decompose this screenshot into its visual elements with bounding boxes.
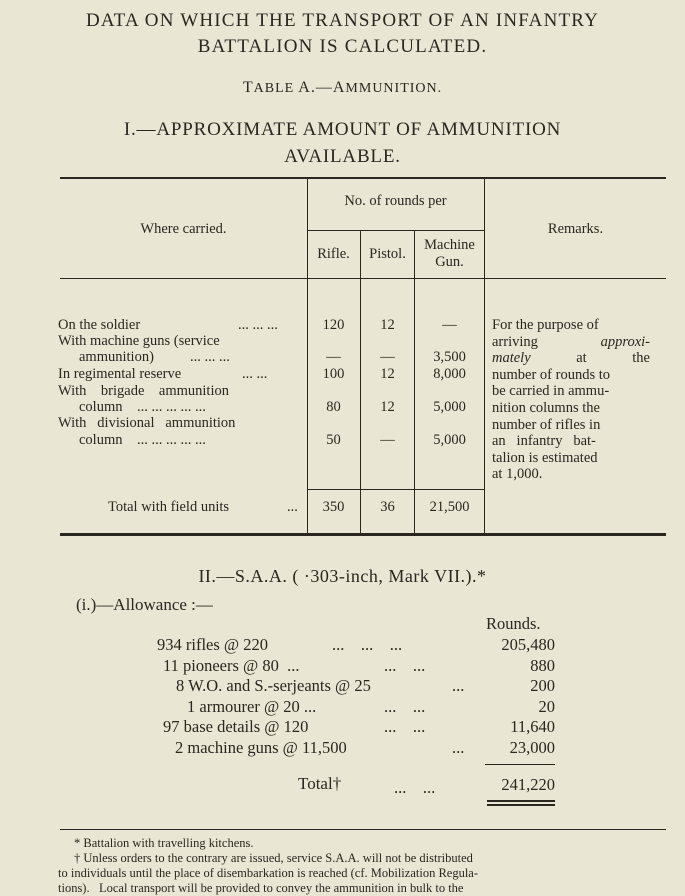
row-regimental-reserve-mg: 8,000	[433, 366, 466, 382]
table-total-rule	[307, 489, 484, 490]
row-brigade-label-line2: column	[79, 399, 123, 415]
total-pistol: 36	[380, 499, 395, 515]
allowance-dots: ... ...	[384, 717, 426, 736]
total-double-rule-bottom	[487, 804, 555, 806]
document-title-line1: DATA ON WHICH THE TRANSPORT OF AN INFANTRY	[85, 10, 600, 31]
row-brigade-mg: 5,000	[433, 399, 466, 415]
allowance-value-serjeants: 200	[530, 676, 555, 695]
row-on-soldier-mg: —	[442, 317, 457, 333]
total-rifle: 350	[322, 499, 345, 515]
row-brigade-label-line1: With brigade ammunition	[58, 383, 229, 399]
row-brigade-dots: ... ... ... ... ...	[137, 399, 206, 415]
table-top-rule	[60, 177, 666, 179]
remarks-line: nition columns the	[492, 399, 600, 416]
row-on-soldier-rifle: 120	[322, 317, 345, 333]
row-divisional-rifle: 50	[326, 432, 341, 448]
remarks-word: at	[576, 350, 587, 367]
row-machine-guns-label-line1: With machine guns (service	[58, 333, 220, 349]
allowance-item-armourer: 1 armourer @ 20 ...	[187, 697, 317, 716]
remarks-line: number of rounds to	[492, 366, 610, 383]
row-divisional-mg: 5,000	[433, 432, 466, 448]
section-1-heading-line2: AVAILABLE.	[284, 146, 401, 167]
footnote-2-line1: † Unless orders to the contrary are issued, service S.A.A. will not be distributed	[74, 851, 473, 865]
table-bottom-rule	[60, 533, 666, 536]
table-subheader-rule	[307, 230, 484, 231]
allowance-dots: ...	[452, 738, 465, 757]
rifle-column-header: Rifle.	[317, 246, 350, 262]
machine-gun-header-line2: Gun.	[435, 253, 464, 270]
row-regimental-reserve-dots: ... ...	[242, 366, 268, 382]
row-divisional-label-line1: With divisional ammunition	[58, 415, 236, 431]
remarks-word: mately	[492, 350, 531, 367]
total-field-units-dots: ...	[287, 499, 298, 515]
row-brigade-rifle: 80	[326, 399, 341, 415]
allowance-item-base-details: 97 base details @ 120	[163, 717, 309, 736]
allowance-total-label: Total†	[298, 774, 342, 793]
sum-rule	[485, 764, 555, 765]
allowance-value-pioneers: 880	[530, 656, 555, 675]
remarks-word: the	[632, 350, 650, 367]
pistol-column-header: Pistol.	[369, 246, 406, 262]
allowance-dots: ... ...	[384, 697, 426, 716]
allowance-total-value: 241,220	[501, 775, 555, 794]
row-machine-guns-rifle: —	[326, 349, 341, 365]
where-carried-header: Where carried.	[140, 221, 227, 237]
remarks-line	[492, 334, 650, 351]
allowance-item-machine-guns: 2 machine guns @ 11,500	[175, 738, 347, 757]
allowance-value-armourer: 20	[538, 697, 555, 716]
row-on-soldier-label: On the soldier	[58, 317, 141, 333]
footnote-rule	[60, 829, 666, 830]
allowance-item-serjeants: 8 W.O. and S.-serjeants @ 25	[176, 676, 371, 695]
allowance-value-machine-guns: 23,000	[509, 738, 555, 757]
allowance-item-pioneers: 11 pioneers @ 80 ...	[163, 656, 300, 675]
machine-gun-header-line1: Machine	[424, 237, 475, 253]
remarks-line: talion is estimated	[492, 449, 598, 466]
remarks-text	[492, 317, 650, 483]
machine-gun-column-header	[415, 237, 484, 270]
allowance-total-dots: ... ...	[394, 778, 436, 797]
row-regimental-reserve-label: In regimental reserve	[58, 366, 182, 382]
row-divisional-dots: ... ... ... ... ...	[137, 432, 206, 448]
table-a-title: TABLE A.—AMMUNITION.	[242, 79, 443, 96]
row-on-soldier-dots: ... ... ...	[238, 317, 278, 333]
total-mg: 21,500	[429, 499, 470, 515]
allowance-item-rifles: 934 rifles @ 220	[157, 635, 268, 654]
rounds-column-header: Rounds.	[486, 614, 541, 633]
allowance-label: (i.)—Allowance :—	[76, 595, 213, 614]
allowance-value-base-details: 11,640	[510, 717, 555, 736]
row-on-soldier-pistol: 12	[380, 317, 395, 333]
row-machine-guns-label-line2: ammunition)	[79, 349, 154, 365]
row-brigade-pistol: 12	[380, 399, 395, 415]
remarks-header: Remarks.	[547, 221, 604, 237]
remarks-line: number of rifles in	[492, 416, 601, 433]
allowance-value-rifles: 205,480	[501, 635, 555, 654]
remarks-line: an infantry bat-	[492, 433, 596, 450]
total-double-rule-top	[487, 800, 555, 802]
row-divisional-label-line2: column	[79, 432, 123, 448]
remarks-word: arriving	[492, 333, 538, 350]
row-regimental-reserve-rifle: 100	[322, 366, 345, 382]
total-field-units-label: Total with field units	[108, 499, 230, 515]
row-machine-guns-mg: 3,500	[433, 349, 466, 365]
remarks-line: be carried in ammu-	[492, 383, 610, 400]
remarks-word: approxi-	[600, 333, 650, 350]
remarks-line: at 1,000.	[492, 466, 543, 483]
allowance-dots: ... ...	[384, 656, 426, 675]
table-header-rule	[60, 278, 666, 279]
allowance-dots: ...	[452, 676, 465, 695]
remarks-line: For the purpose of	[492, 317, 599, 333]
remarks-line	[492, 350, 650, 367]
footnote-2-line2: to individuals until the place of disembarkation is reached (cf. Mobilization Regula-	[58, 866, 479, 880]
row-machine-guns-pistol: —	[380, 349, 395, 365]
footnote-1: * Battalion with travelling kitchens.	[74, 836, 254, 850]
allowance-dots: ... ... ...	[332, 635, 403, 654]
row-machine-guns-dots: ... ... ...	[190, 349, 230, 365]
document-title-line2: BATTALION IS CALCULATED.	[197, 36, 488, 57]
row-regimental-reserve-pistol: 12	[380, 366, 395, 382]
footnote-2-line3: tions). Local transport will be provided to convey the ammunition in bulk to the	[58, 881, 464, 895]
rounds-per-header: No. of rounds per	[344, 193, 447, 209]
section-2-heading: II.—S.A.A. ( ·303-inch, Mark VII.).*	[198, 566, 487, 586]
section-1-heading-line1: I.—APPROXIMATE AMOUNT OF AMMUNITION	[123, 119, 562, 140]
row-divisional-pistol: —	[380, 432, 395, 448]
